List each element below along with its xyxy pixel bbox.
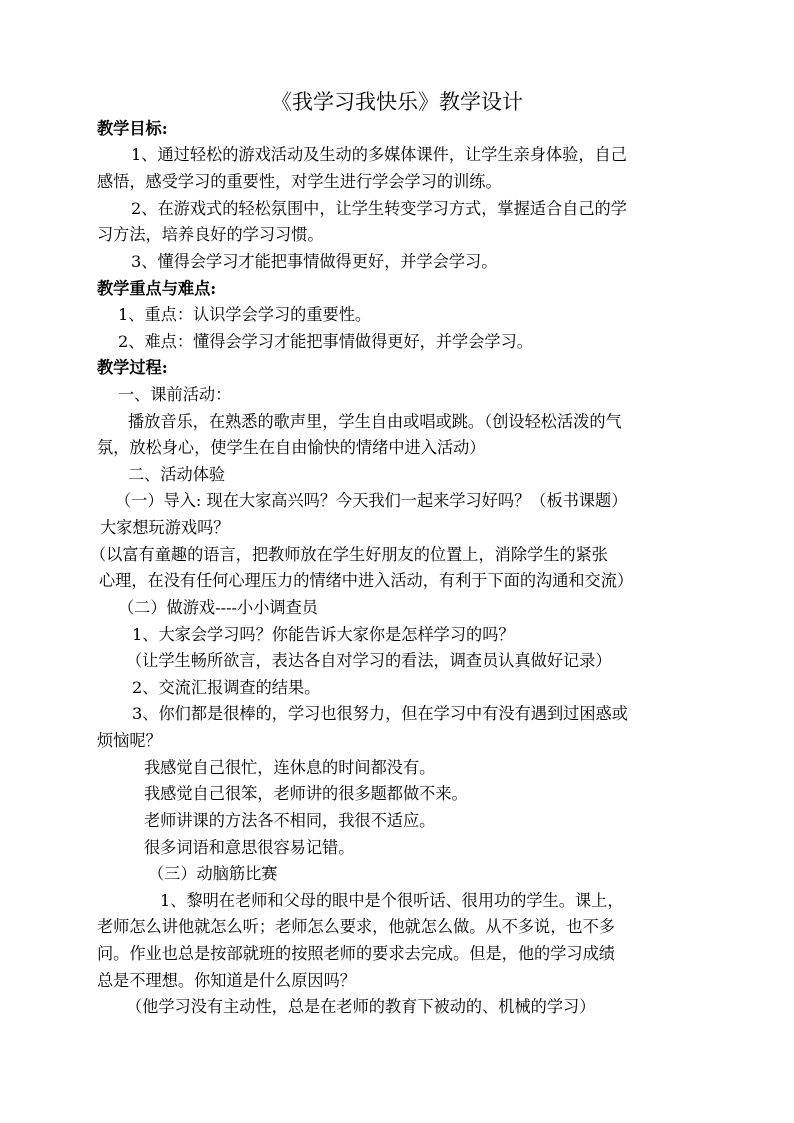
keypoints-heading: 教学重点与难点: — [97, 279, 217, 298]
goals-heading: 教学目标: — [97, 119, 168, 138]
step-3-line-1: 1、黎明在老师和父母的眼中是个很听话、很用功的学生。课上， — [160, 891, 624, 910]
keypoint-1: 1、重点：认识学会学习的重要性。 — [118, 305, 372, 324]
step-2-question-3-line-1: 3、你们都是很棒的，学习也很努力，但在学习中有没有遇到过困惑或 — [132, 704, 628, 723]
part-1-line-1: 播放音乐，在熟悉的歌声里，学生自由或唱或跳。（创设轻松活泼的气 — [128, 412, 622, 431]
goal-2-line-1: 2、在游戏式的轻松氛围中，让学生转变学习方式，掌握适合自己的学 — [131, 199, 627, 218]
part-1-line-2: 氛，放松身心，使学生在自由愉快的情绪中进入活动） — [97, 438, 486, 457]
step-2-question-1-note: （让学生畅所欲言，表达各自对学习的看法，调查员认真做好记录） — [126, 651, 612, 670]
goal-3: 3、懂得会学习才能把事情做得更好，并学会学习。 — [131, 252, 498, 271]
part-1-heading: 一、课前活动： — [118, 385, 232, 404]
step-3-line-3: 问。作业也总是按部就班的按照老师的要求去完成。但是，他的学习成绩 — [97, 944, 615, 963]
step-2-question-3-line-2: 烦恼呢？ — [97, 731, 162, 750]
goal-1-line-2: 感悟，感受学习的重要性，对学生进行学会学习的训练。 — [97, 172, 502, 191]
step-2-question-1: 1、大家会学习吗？你能告诉大家你是怎样学习的吗？ — [132, 625, 515, 644]
step-1-line-1: （一）导入: 现在大家高兴吗？今天我们一起来学习好吗？（板书课题） — [115, 491, 628, 510]
step-1-note-line-1: （以富有童趣的语言，把教师放在学生好朋友的位置上，消除学生的紧张 — [90, 545, 608, 564]
goal-1-line-1: 1、通过轻松的游戏活动及生动的多媒体课件，让学生亲身体验，自己 — [131, 145, 627, 164]
step-2-heading: （二）做游戏----小小调查员 — [118, 598, 318, 617]
part-2-heading: 二、活动体验 — [128, 465, 226, 484]
answer-1: 我感觉自己很忙，连休息的时间都没有。 — [144, 758, 436, 777]
keypoint-2: 2、难点：懂得会学习才能把事情做得更好，并学会学习。 — [118, 332, 533, 351]
step-3-line-2: 老师怎么讲他就怎么听；老师怎么要求，他就怎么做。从不多说，也不多 — [97, 917, 615, 936]
answer-3: 老师讲课的方法各不相同，我很不适应。 — [144, 811, 436, 830]
answer-2: 我感觉自己很笨，老师讲的很多题都做不来。 — [144, 784, 468, 803]
document-title: 《我学习我快乐》教学设计 — [271, 90, 523, 114]
step-3-answer: （他学习没有主动性，总是在老师的教育下被动的、机械的学习） — [126, 997, 596, 1016]
process-heading: 教学过程: — [97, 358, 168, 377]
step-1-note-line-2: 心理，在没有任何心理压力的情绪中进入活动，有利于下面的沟通和交流） — [99, 571, 634, 590]
goal-2-line-2: 习方法，培养良好的学习习惯。 — [97, 225, 324, 244]
step-2-question-2: 2、交流汇报调查的结果。 — [132, 678, 321, 697]
step-1-line-2: 大家想玩游戏吗？ — [100, 518, 230, 537]
step-3-line-4: 总是不理想。你知道是什么原因吗？ — [97, 971, 356, 990]
answer-4: 很多词语和意思很容易记错。 — [144, 838, 355, 857]
step-3-heading: （三）动脑筋比赛 — [148, 864, 278, 883]
